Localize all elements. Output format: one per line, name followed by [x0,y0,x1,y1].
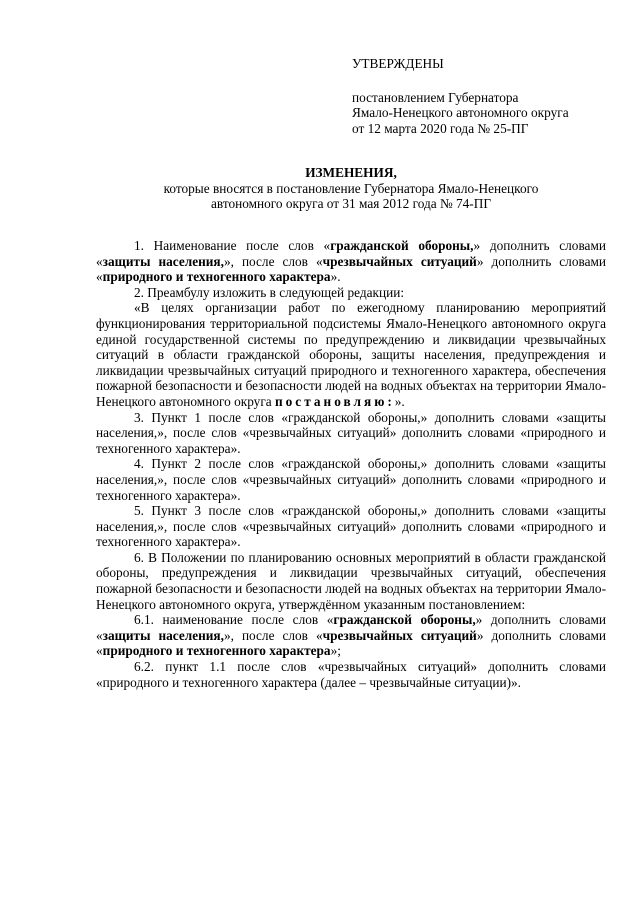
bold-run: природного и техногенного характера [102,269,331,285]
paragraph-2: 2. Преамбулу изложить в следующей редакции: [134,284,405,300]
document-subtitle-line: которые вносятся в постановление Губернатора Ямало-Ненецкого [163,180,539,196]
text-run: ». [394,393,405,409]
approval-line: Ямало-Ненецкого автономного округа [352,105,569,121]
text-run: », после слов « [223,627,323,643]
bold-run: защиты населения, [102,627,224,643]
paragraph-9: 6.2. пункт 1.1 после слов «чрезвычайных ситуаций» дополнить словами «природного и техногенного характера (далее – чрезвычайные ситуации)». [96,659,606,690]
bold-run: природного и техногенного характера [102,643,331,659]
text-run: »; [330,643,341,659]
bold-run: защиты населения, [102,253,224,269]
text-run: », после слов « [223,253,323,269]
bold-run: гражданской обороны, [333,612,476,628]
text-run: » дополнить словами « [96,612,606,643]
paragraph-7: 6. В Положении по планированию основных мероприятий в области гражданской обороны, предупреждения и ликвидации чрезвычайных ситуаций, обеспечения пожарной безопасности и безопасности людей на водных объектах на территории Ямало-Ненецкого автономного округа, утверждённом указанным постановлением: [96,549,606,612]
spaced-bold-run: постановляю: [275,393,395,409]
text-run: » дополнить словами « [96,627,606,659]
text-run: ». [330,269,341,285]
text-run: » дополнить словами « [96,238,606,269]
text-run: «В целях организации работ по ежегодному планированию мероприятий функционирования территориальной подсистемы Ямало-Ненецкого автономного округа единой государственной системы по предупреждению и ликвидации чрезвычайных ситуаций в области гражданской обороны, защиты населения, предупреждения и ликвидации чрезвычайных ситуаций природного и техногенного характера, обеспечения пожарной безопасности и безопасности людей на водных объектах на территории Ямало-Ненецкого автономного округа [96,300,606,409]
paragraph-6: 5. Пункт 3 после слов «гражданской обороны,» дополнить словами «защиты населения,», после слов «чрезвычайных ситуаций» дополнить словами «природного и техногенного характера». [96,503,606,550]
paragraph-8 [96,612,606,659]
document-body [96,238,606,690]
text-run: 6.1. наименование после слов « [134,612,334,628]
bold-run: чрезвычайных ситуаций [322,627,477,643]
paragraph-3 [96,300,606,409]
document-subtitle-line: автономного округа от 31 мая 2012 года № 74-ПГ [210,196,492,212]
approval-line: постановлением Губернатора [352,89,519,105]
paragraph-1 [96,238,606,285]
approval-block [352,56,612,136]
document-header [96,165,606,212]
paragraph-5: 4. Пункт 2 после слов «гражданской обороны,» дополнить словами «защиты населения,», после слов «чрезвычайных ситуаций» дополнить словами «природного и техногенного характера». [96,456,606,503]
approval-heading: УТВЕРЖДЕНЫ [352,56,444,71]
document-title: ИЗМЕНЕНИЯ, [305,165,397,180]
text-run: 1. Наименование после слов « [134,238,331,253]
approval-line: от 12 марта 2020 года № 25-ПГ [352,120,529,136]
bold-run: чрезвычайных ситуаций [322,253,477,269]
text-run: » дополнить словами « [96,253,606,285]
paragraph-4: 3. Пункт 1 после слов «гражданской обороны,» дополнить словами «защиты населения,», после слов «чрезвычайных ситуаций» дополнить словами «природного и техногенного характера». [96,409,606,456]
bold-run: гражданской обороны, [330,238,474,253]
